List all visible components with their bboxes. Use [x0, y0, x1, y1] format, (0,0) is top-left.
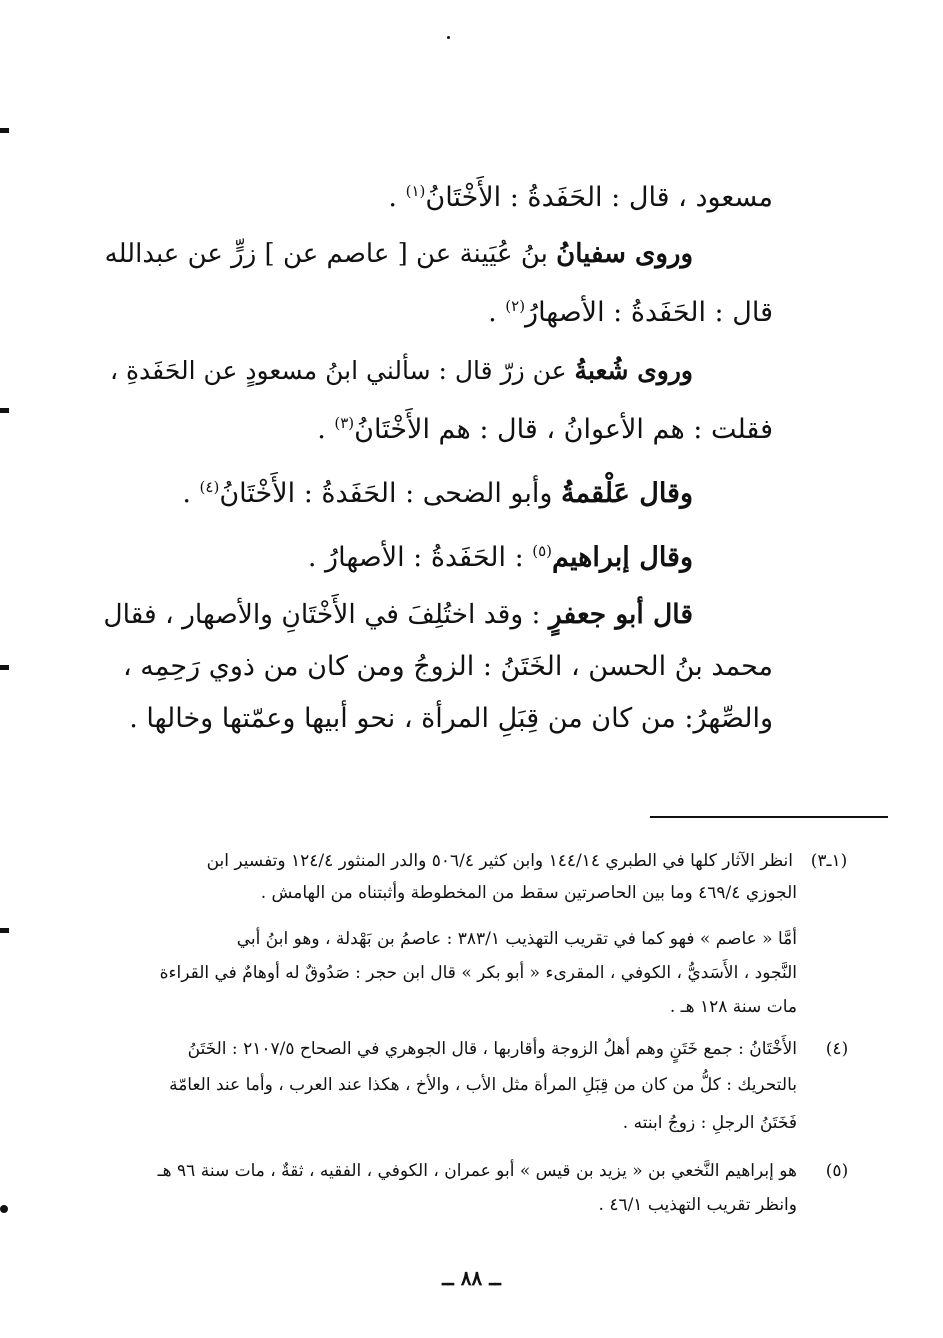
- scan-mark: [0, 665, 9, 670]
- main-line: وروى سفيانُ بنُ عُيَينة عن [ عاصم عن ] زرٍّ عن عبدالله: [104, 239, 693, 269]
- footnote-number: (٤): [825, 1039, 849, 1059]
- footnote-ref: (٢): [505, 297, 526, 315]
- footnote-ref: (٤): [199, 478, 220, 496]
- footnote-ref: (٣): [334, 414, 355, 432]
- footnote-ref: (٥): [532, 542, 553, 560]
- main-line: محمد بنُ الحسن ، الخَتَنُ : الزوجُ ومن كان من ذوي رَحِمِه ،: [123, 651, 773, 682]
- main-line: قال : الحَفَدةُ : الأصهارُ$^{(٢)}$ .: [488, 297, 773, 328]
- scan-mark: [0, 408, 9, 413]
- scan-mark: [0, 1205, 8, 1213]
- footnote-number: (٥): [825, 1161, 849, 1181]
- main-line: قال أبو جعفرٍ : وقد اختُلِفَ في الأَخْتَانِ والأصهار ، فقال: [103, 599, 693, 630]
- scan-mark: [0, 128, 9, 133]
- main-line: وروى شُعبةُ عن زرّ قال : سألني ابنُ مسعودٍ عن الحَفَدةِ ،: [109, 356, 693, 385]
- scan-mark: [0, 928, 9, 933]
- main-line: والصِّهرُ: من كان من قِبَلِ المرأة ، نحو أبيها وعمّتها وخالها .: [129, 703, 773, 734]
- main-line: وقال عَلْقمةُ وأبو الضحى : الحَفَدةُ : الأَخْتَانُ$^{(٤)}$ .: [182, 478, 693, 509]
- footnote-number: (١ـ٣): [810, 851, 848, 871]
- page-number: ــ ٨٨ ــ: [442, 1266, 501, 1290]
- footnote-separator: [650, 816, 888, 818]
- main-line: مسعود ، قال : الحَفَدةُ : الأَخْتَانُ$^{(١)}$ .: [388, 182, 773, 213]
- footnote-ref: (١): [405, 182, 426, 200]
- scan-dot: [447, 36, 450, 39]
- book-page: مسعود ، قال : الحَفَدةُ : الأَخْتَانُ$^{(١)}$ . وروى سفيانُ بنُ عُيَينة عن [ عاصم عن ] زرٍّ عن عبدالله قال : الحَفَدةُ : الأصهارُ$^{(٢)}$ . وروى شُعبةُ عن زرّ قال : سألني ابنُ مسعودٍ عن الحَفَدةِ ، فقلت : هم الأعوانُ ، قال : هم الأَخْتَانُ$^{(٣)}$ . وقال عَلْقمةُ وأبو الضحى : الحَفَدةُ : الأَخْتَانُ$^{(٤)}$ . وقال إبراهيم$^{(٥)}$ : الحَفَدةُ : الأصهارُ . قال أبو جعفرٍ : وقد اختُلِفَ في الأَخْتَانِ والأصهار ، فقال محمد بنُ الحسن ، الخَتَنُ : الزوجُ ومن كان من ذوي رَحِمِه ، والصِّهرُ: من كان من قِبَلِ المرأة ، نحو أبيها وعمّتها وخالها . (١ـ٣) انظر الآثار كلها في الطبري ١٤٤/١٤ وابن كثير ٥٠٦/٤ والدر المنثور ١٢٤/٤ وتفسير ابن الجوزي ٤٦٩/٤ وما بين الحاصرتين سقط من المخطوطة وأثبتناه من الهامش . أمَّا « عاصم » فهو كما في تقريب التهذيب ٣٨٣/١ : عاصمُ بن بَهْدلة ، وهو ابنُ أبي النَّجود ، الأَسَديُّ ، الكوفي ، المقرىء « أبو بكر » قال ابن حجر : صَدُوقٌ له أوهامٌ في القراءة مات سنة ١٢٨ هـ . (٤) الأَخْتَانُ : جمع خَتَنٍ وهم أهلُ الزوجة وأقاربها ، قال الجوهري في الصحاح ٢١٠٧/٥ : الخَتَنُ بالتحريك : كلُّ من كان من قِبَلِ المرأة مثل الأب ، والأخ ، هكذا عند العرب ، وأما عند العامّة فَخَتَنُ الرجلِ : زوجُ ابنته . (٥) هو إبراهيم النَّخعي بن « يزيد بن قيس » أبو عمران ، الكوفي ، الفقيه ، ثقةٌ ، مات سنة ٩٦ هـ وانظر تقريب التهذيب ٤٦/١ . ــ ٨٨ ــ: [0, 0, 943, 1338]
- main-line: وقال إبراهيم$^{(٥)}$ : الحَفَدةُ : الأصهارُ .: [307, 542, 693, 573]
- main-line: فقلت : هم الأعوانُ ، قال : هم الأَخْتَانُ$^{(٣)}$ .: [317, 414, 773, 445]
